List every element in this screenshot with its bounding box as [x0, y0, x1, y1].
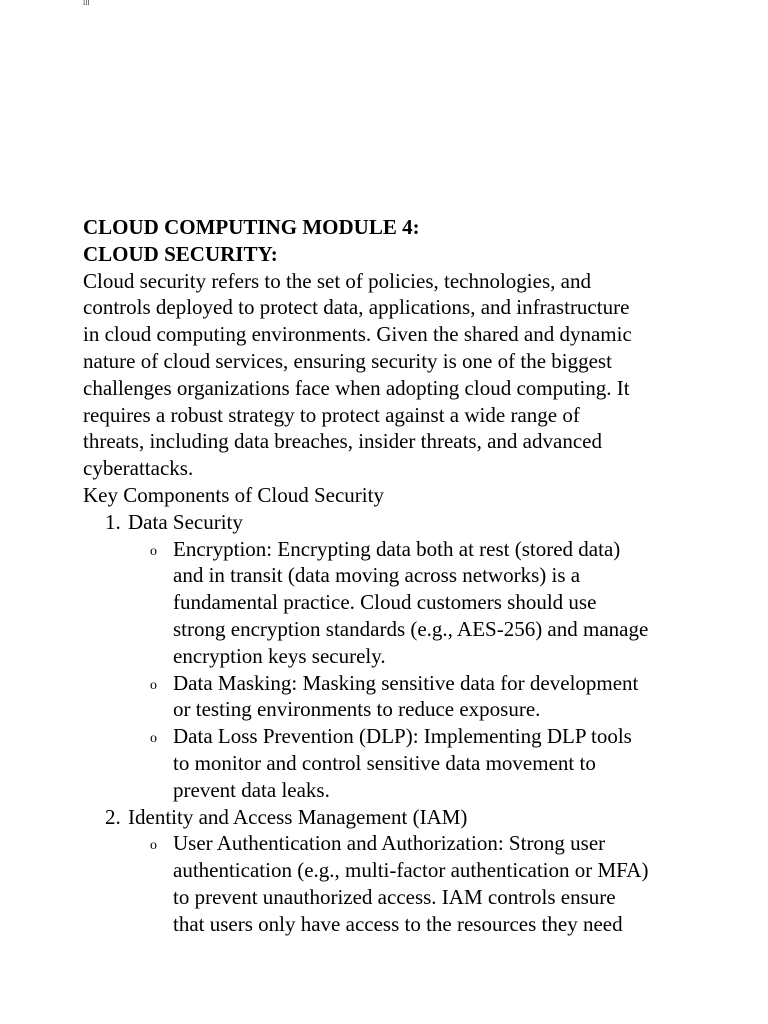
bullet-line: authentication (e.g., multi-factor authentication or MFA): [173, 858, 649, 883]
list-item: [128, 536, 693, 670]
iam-bullets: [83, 830, 693, 937]
bullet-line: strong encryption standards (e.g., AES-256) and manage: [173, 616, 649, 641]
intro-paragraph: [83, 268, 693, 482]
bullet-circle-icon: o: [150, 543, 157, 559]
bullet-line: encryption keys securely.: [173, 643, 386, 668]
document-title: CLOUD COMPUTING MODULE 4:: [83, 215, 420, 239]
intro-line: nature of cloud services, ensuring security is one of the biggest: [83, 348, 612, 373]
bullet-line: or testing environments to reduce exposure.: [173, 697, 541, 722]
intro-line: requires a robust strategy to protect against a wide range of: [83, 402, 580, 427]
intro-line: challenges organizations face when adopting cloud computing. It: [83, 375, 630, 400]
bullet-line: Encryption: Encrypting data both at rest (stored data): [173, 536, 621, 561]
bullet-line: that users only have access to the resources they need: [173, 911, 623, 936]
list-item: [128, 670, 693, 724]
bullet-line: User Authentication and Authorization: Strong user: [173, 831, 606, 856]
bullet-line: prevent data leaks.: [173, 777, 330, 802]
page-mark: lll: [83, 0, 90, 7]
bullet-line: Data Masking: Masking sensitive data for development: [173, 670, 639, 695]
intro-line: threats, including data breaches, insider threats, and advanced: [83, 429, 602, 454]
intro-line: in cloud computing environments. Given the shared and dynamic: [83, 322, 632, 347]
item-number: 2.: [105, 804, 121, 829]
bullet-line: to prevent unauthorized access. IAM controls ensure: [173, 884, 616, 909]
bullet-circle-icon: o: [150, 677, 157, 693]
key-components-heading: Key Components of Cloud Security: [83, 482, 384, 507]
numbered-item-data-security: [83, 509, 693, 536]
intro-line: controls deployed to protect data, applications, and infrastructure: [83, 295, 630, 320]
item-label: Data Security: [128, 509, 243, 534]
list-item: [128, 723, 693, 803]
list-item: [128, 830, 693, 937]
numbered-item-iam: [83, 804, 693, 831]
bullet-line: fundamental practice. Cloud customers should use: [173, 590, 597, 615]
item-number: 1.: [105, 509, 121, 534]
document-content: [83, 214, 693, 938]
bullet-line: and in transit (data moving across networks) is a: [173, 563, 581, 588]
bullet-line: Data Loss Prevention (DLP): Implementing DLP tools: [173, 724, 632, 749]
intro-line: cyberattacks.: [83, 456, 194, 481]
intro-line: Cloud security refers to the set of policies, technologies, and: [83, 268, 591, 293]
section-title: CLOUD SECURITY:: [83, 241, 278, 266]
bullet-circle-icon: o: [150, 731, 157, 747]
bullet-circle-icon: o: [150, 838, 157, 854]
data-security-bullets: [83, 536, 693, 804]
bullet-line: to monitor and control sensitive data movement to: [173, 750, 596, 775]
item-label: Identity and Access Management (IAM): [128, 804, 468, 829]
